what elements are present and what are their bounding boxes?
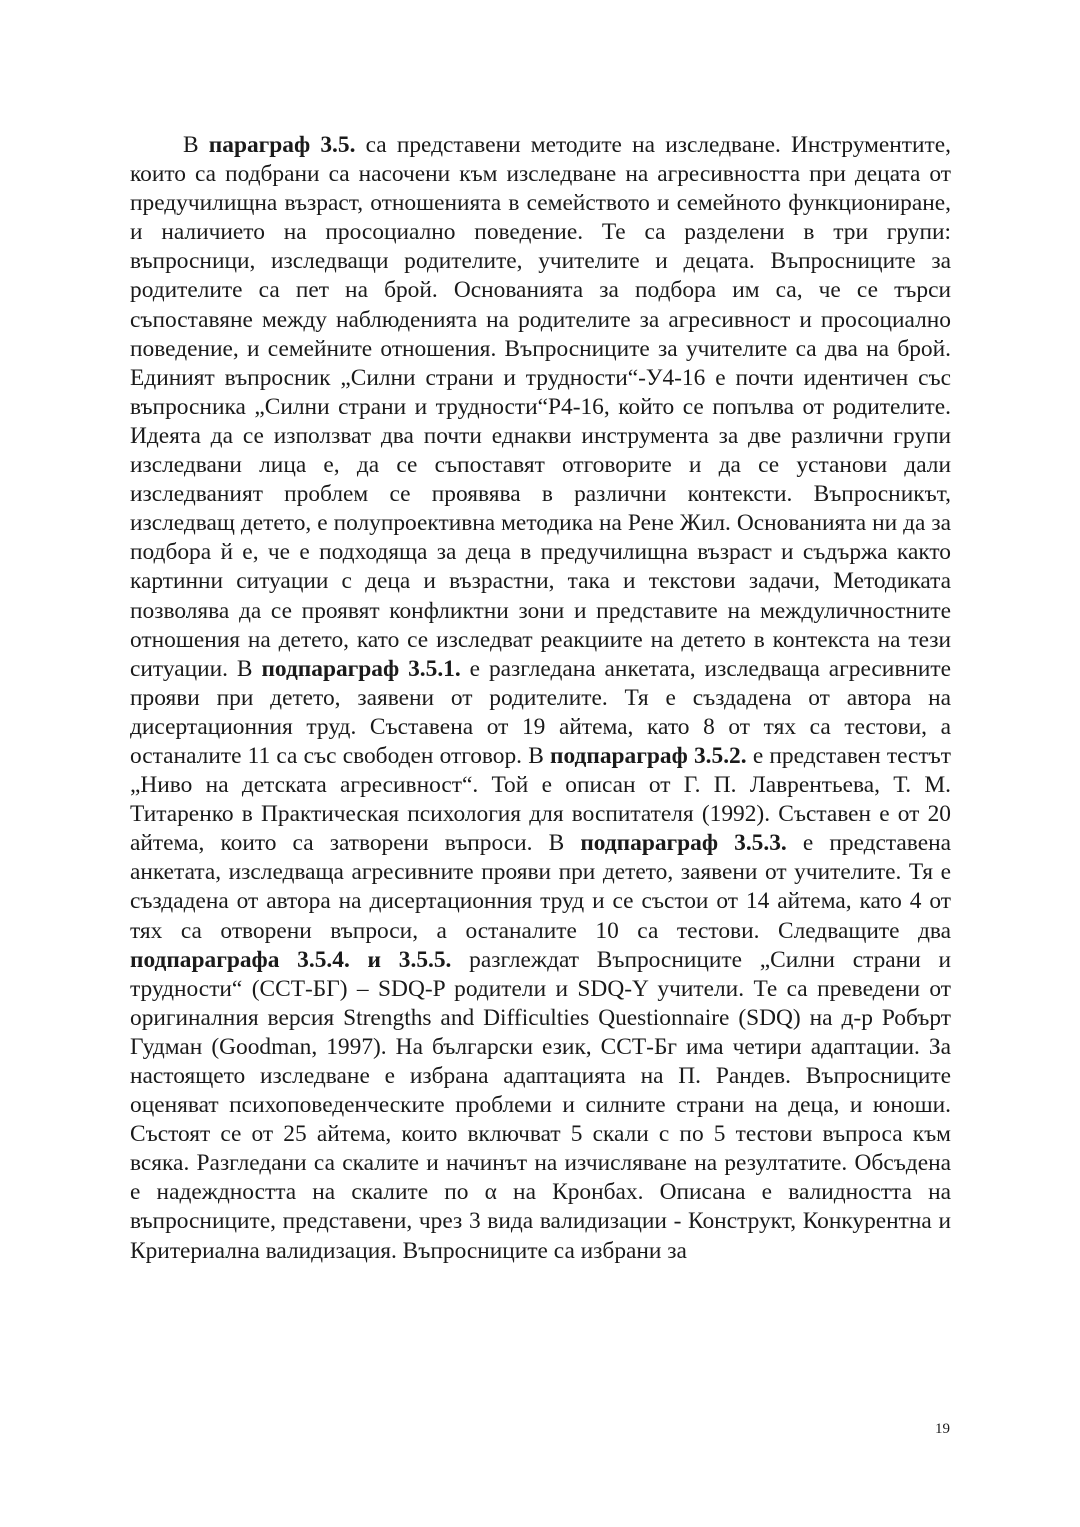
bold-reference-subparagraph-3-5-3: подпараграф 3.5.3. [580,830,787,857]
page-number: 19 [935,1421,950,1437]
bold-reference-subparagraph-3-5-1: подпараграф 3.5.1. [261,655,461,682]
text-run: са представени методите на изследване. Инструментите, които са подбрани са насочени към изследване на агресивността при децата от предучилищна възраст, отношенията в семейството и семейното функциониране, и наличието на просоциално поведение. Те са разделени в три групи: въпросници, изследващи родителите, учителите и децата. Въпросниците за родителите са пет на брой. Основанията за подбора им са, че се търси съпоставяне между наблюденията на родителите за агресивност и просоциално поведение, и семейните отношения. Въпросниците за учителите са два на брой. Единият въпросник „Силни страни и трудности“-У4-16 е почти идентичен със въпросника „Силни страни и трудности“Р4-16, който се попълва от родителите. Идеята да се използват два почти еднакви инструмента за две различни групи изследвани лица е, да се съпоставят отговорите и да се установи дали изследваният проблем се проявява в различни контексти. Въпросникът, изследващ детето, е полупроективна методика на Рене Жил. Основанията ни да за подбора й е, че е подходяща за деца в предучилищна възраст и съдържа както картинни ситуации с деца и възрастни, така и текстови задачи, Методиката позволява да се проявят конфликтни зони и представите на междуличностните отношения на детето, като се изследват реакциите на детето в контекста на тези ситуации. В [130,132,951,682]
text-run: е представена анкетата, изследваща агресивните прояви при детето, заявени от учителите. Тя е създадена от автора на дисертационния труд и се състои от 14 айтема, като 4 от тях са отворени въпроси, а останалите 10 са тестови. Следващите два [130,830,951,944]
bold-reference-paragraph-3-5: параграф 3.5. [208,132,356,158]
text-run: е представен тестът „Ниво на детската агресивност“. Той е описан от Г. П. Лаврентьева, Т. М. Титаренко в Практическая психология для воспитателя (1992). Съставен е от 20 айтема, които са затворени въпроси. В [130,742,951,857]
bold-reference-subparagraph-3-5-2: подпараграф 3.5.2. [550,742,747,769]
text-run: разглеждат Въпросниците „Силни страни и трудности“ (ССТ-БГ) – SDQ-P родители и SDQ-Y учители. Те са преведени от оригиналния версия Strengths and Difficulties Questionnaire (SDQ) на д-р Робърт Гудман (Goodman, 1997). На български език, ССТ-Бг има четири адаптации. За настоящето изследване е избрана адаптацията на П. Рандев. Въпросниците оценяват психоповеденческите проблеми и силните страни на деца, и юноши. Състоят се от 25 айтема, които включват 5 скали с по 5 тестови въпроса към всяка. Разгледани са скалите и начинът на изчисляване на резултатите. Обсъдена е надеждността на скалите по α на Кронбах. Описана е валидността на въпросниците, представени, чрез 3 вида валидизации - Конструкт, Конкурентна и Критериална валидизация. Въпросниците са избрани за [130,946,951,1264]
text-run: е разгледана анкетата, изследваща агресивните прояви при детето, заявени от родителите. Тя е създадена от автора на дисертационния труд. Съставена от 19 айтема, като 8 от тях са тестови, а останалите 11 са със свободен отговор. В [130,655,952,769]
bold-reference-subparagraphs-3-5-4-3-5-5: подпараграфа 3.5.4. и 3.5.5. [130,946,452,973]
text-run: В [183,132,209,158]
body-paragraph [130,131,951,1266]
